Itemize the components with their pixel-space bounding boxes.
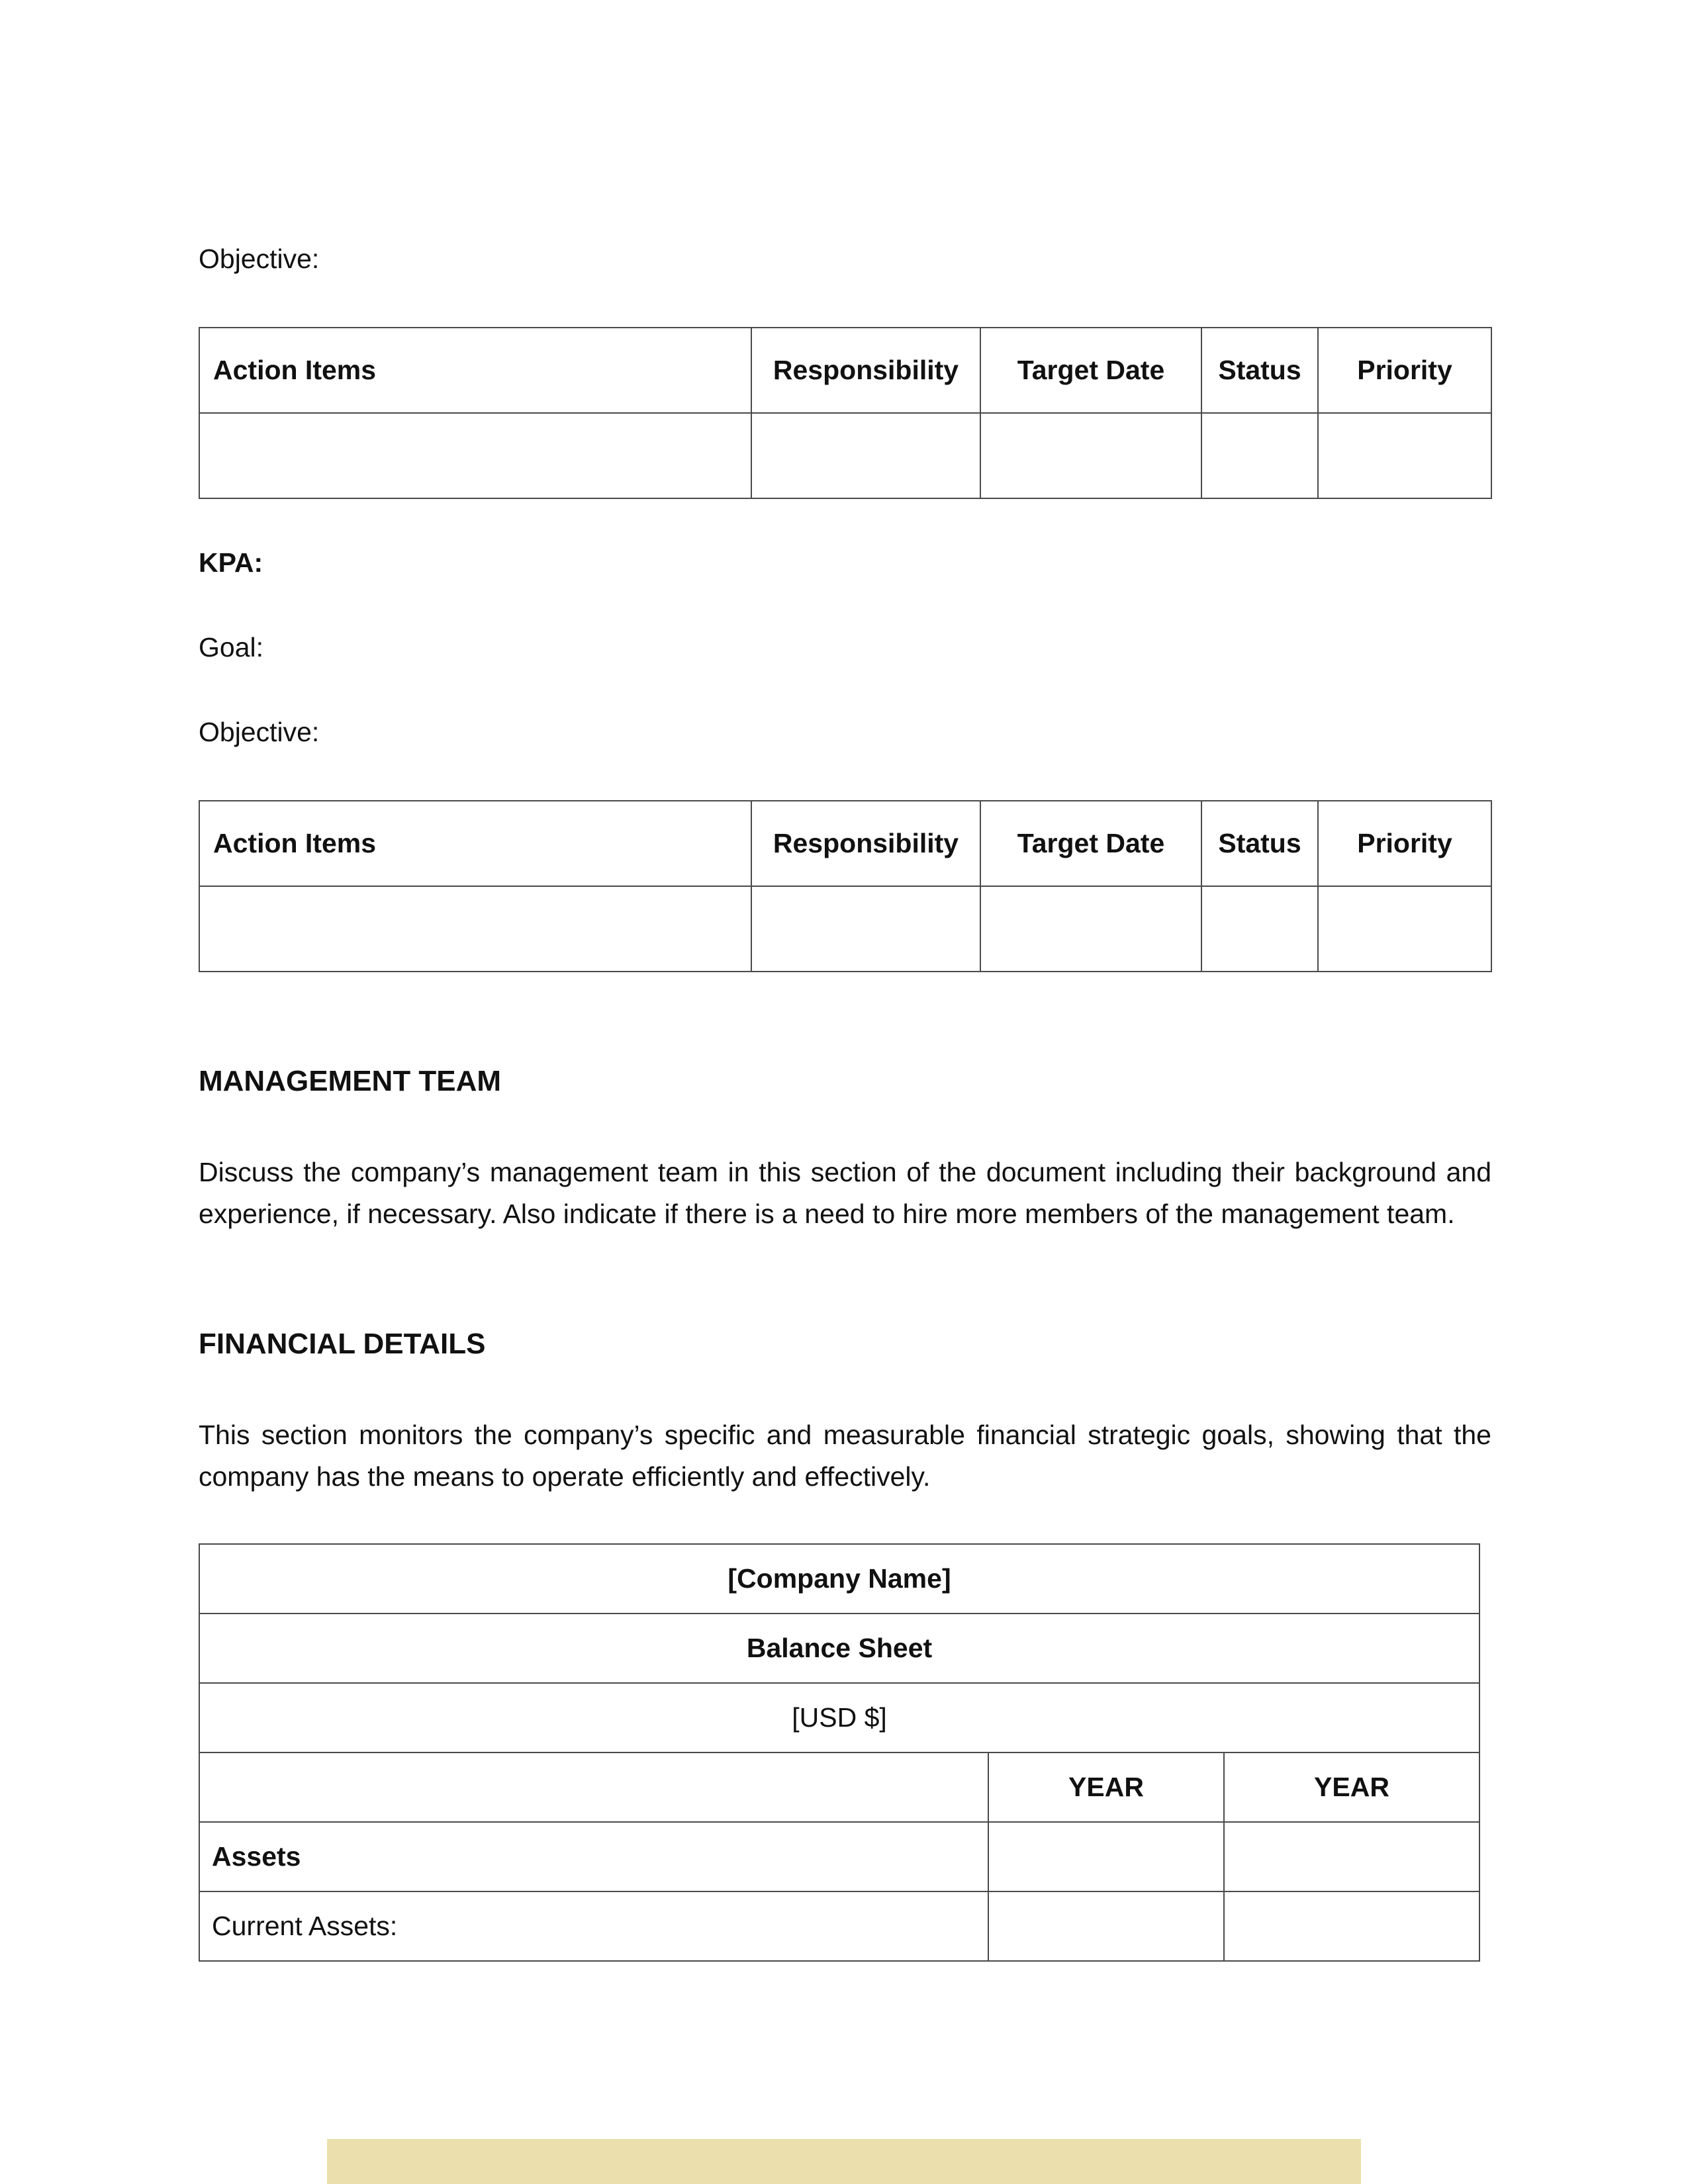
table-header-row <box>199 801 1491 886</box>
header-priority: Priority <box>1318 801 1491 886</box>
header-target-date: Target Date <box>980 801 1201 886</box>
table-row <box>199 1891 1479 1961</box>
table-cell[interactable] <box>1224 1822 1479 1891</box>
table-cell[interactable] <box>751 413 980 498</box>
table-cell[interactable] <box>199 413 751 498</box>
header-status: Status <box>1201 801 1318 886</box>
table-cell[interactable] <box>1318 886 1491 972</box>
table-cell[interactable] <box>980 886 1201 972</box>
management-team-paragraph: Discuss the company’s management team in this section of the document including their background and experience, if necessary. Also indicate if there is a need to hire more members of the management team. <box>199 1157 1491 1229</box>
table-cell[interactable] <box>199 886 751 972</box>
year-header-2: YEAR <box>1224 1752 1479 1822</box>
table-cell[interactable] <box>199 1752 988 1822</box>
table-cell[interactable] <box>988 1891 1224 1961</box>
balance-sheet-title-cell: Balance Sheet <box>199 1614 1479 1683</box>
objective-label: Objective: <box>199 244 320 274</box>
action-items-table <box>199 327 1492 499</box>
table-row <box>199 1683 1479 1752</box>
table-header-row <box>199 1752 1479 1822</box>
table-cell[interactable] <box>751 886 980 972</box>
current-assets-label-cell: Current Assets: <box>199 1891 988 1961</box>
table-cell[interactable] <box>980 413 1201 498</box>
financial-details-heading: FINANCIAL DETAILS <box>199 1328 486 1360</box>
table-row <box>199 1822 1479 1891</box>
table-cell[interactable] <box>1201 886 1318 972</box>
footer-bar <box>327 2139 1361 2184</box>
currency-cell: [USD $] <box>199 1683 1479 1752</box>
table-row <box>199 886 1491 972</box>
table-cell[interactable] <box>1318 413 1491 498</box>
header-responsibility: Responsibility <box>751 328 980 413</box>
header-action-items: Action Items <box>199 801 751 886</box>
table-cell[interactable] <box>1201 413 1318 498</box>
goal-label: Goal: <box>199 632 263 662</box>
company-name-cell: [Company Name] <box>199 1544 1479 1614</box>
balance-sheet-table <box>199 1543 1480 1962</box>
financial-details-paragraph: This section monitors the company’s specific and measurable financial strategic goals, showing that the company has the means to operate efficiently and effectively. <box>199 1420 1491 1492</box>
header-target-date: Target Date <box>980 328 1201 413</box>
table-row <box>199 1614 1479 1683</box>
management-team-heading: MANAGEMENT TEAM <box>199 1065 502 1097</box>
header-responsibility: Responsibility <box>751 801 980 886</box>
table-cell[interactable] <box>988 1822 1224 1891</box>
objective-label: Objective: <box>199 717 320 747</box>
table-row <box>199 1544 1479 1614</box>
table-cell[interactable] <box>1224 1891 1479 1961</box>
header-status: Status <box>1201 328 1318 413</box>
header-priority: Priority <box>1318 328 1491 413</box>
year-header-1: YEAR <box>988 1752 1224 1822</box>
kpa-label: KPA: <box>199 547 263 578</box>
assets-label-cell: Assets <box>199 1822 988 1891</box>
header-action-items: Action Items <box>199 328 751 413</box>
table-header-row <box>199 328 1491 413</box>
action-items-table <box>199 800 1492 972</box>
table-row <box>199 413 1491 498</box>
